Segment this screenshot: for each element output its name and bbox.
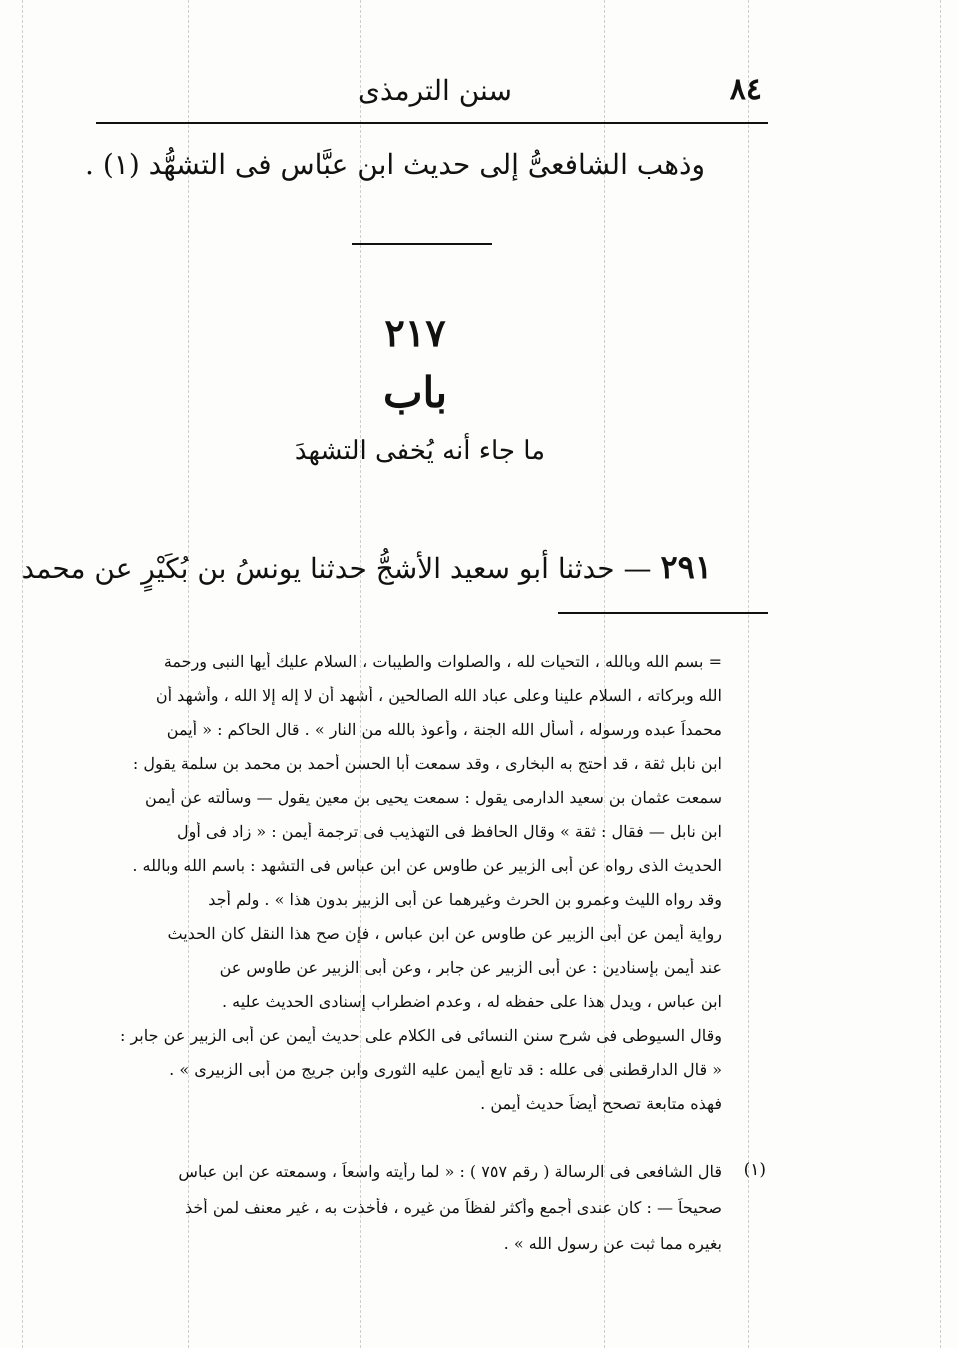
footnote-line: عند أيمن بإسنادين : عن أبى الزبير عن جابر ، وعن أبى الزبير عن طاوس عن [219, 958, 722, 977]
footnote-continued [106, 652, 722, 1152]
footnote-one [106, 1162, 722, 1272]
page-number: ٨٤ [729, 72, 762, 107]
footnote-line: ابن عباس ، ويدل هذا على حفظه له ، وعدم اضطراب إسنادى الحديث عليه . [221, 992, 722, 1011]
hadith-line [21, 548, 712, 586]
footnote-line: محمداً عبده ورسوله ، أسأل الله الجنة ، وأعوذ بالله من النار » . قال الحاكم : « أيمن [166, 720, 722, 739]
footnote-line: رواية أيمن عن أبى الزبير عن طاوس عن ابن عباس ، فإن صح هذا النقل كان الحديث [167, 924, 722, 943]
footnote-rule [558, 612, 768, 614]
footnote-line: صحيحاً — : كان عندى أجمع وأكثر لفظاً من غيره ، فأخذت به ، غير معنف لمن أخذ [185, 1198, 722, 1217]
header-rule [96, 122, 768, 124]
footnote-line: « قال الدارقطنى فى علله : قد تابع أيمن عليه الثورى وابن جريج من أبى الزبيرى » . [169, 1060, 722, 1079]
footnote-line: فهذه متابعة تصحح أيضاً حديث أيمن . [480, 1094, 722, 1113]
scan-grid-line [940, 0, 941, 1348]
footnote-marker: (١) [743, 1160, 766, 1180]
scan-grid-line [748, 0, 749, 1348]
footnote-line: الحديث الذى رواه عن أبى الزبير عن طاوس عن ابن عباس فى التشهد : باسم الله وبالله . [132, 856, 722, 875]
scan-grid-line [22, 0, 23, 1348]
footnote-line: = بسم الله وبالله ، التحيات لله ، والصلوات والطيبات ، السلام عليك أيها النبى ورحمة [163, 652, 722, 671]
running-title: سنن الترمذى [358, 74, 512, 107]
hadith-number: ٢٩١ [660, 548, 712, 586]
chapter-number: ٢١٧ [384, 310, 446, 355]
opening-line: وذهب الشافعىُّ إلى حديث ابن عبَّاس فى التشهُّد (١) . [85, 148, 705, 181]
footnote-line: وقد رواه الليث وعمرو بن الحرث وغيرهما عن أبى الزبير بدون هذا » . ولم أجد [208, 890, 722, 909]
footnote-line: وقال السيوطى فى شرح سنن النسائى فى الكلام على حديث أيمن عن أبى الزبير عن جابر : [120, 1026, 722, 1045]
footnote-line: ابن نابل — فقال : ثقة » وقال الحافظ فى التهذيب فى ترجمة أيمن : « زاد فى أول [177, 822, 722, 841]
chapter-word: باب [382, 368, 448, 417]
footnote-line: الله وبركاته ، السلام علينا وعلى عباد الله الصالحين ، أشهد أن لا إله إلا الله ، وأشهد أن [155, 686, 722, 705]
section-separator [352, 243, 492, 245]
footnote-line: سمعت عثمان بن سعيد الدارمى يقول : سمعت يحيى بن معين يقول — وسألته عن أيمن [145, 788, 722, 807]
footnote-line: بغيره مما ثبت عن رسول الله » . [503, 1234, 722, 1253]
footnote-line: ابن نابل ثقة ، قد احتج به البخارى ، وقد سمعت أبا الحسن أحمد بن محمد بن سلمة يقول : [132, 754, 722, 773]
chapter-title: ما جاء أنه يُخفى التشهدَ [294, 436, 546, 466]
hadith-text: — حدثنا أبو سعيد الأشجُّ حدثنا يونسُ بن بُكَيْرٍ عن محمد [21, 552, 652, 585]
footnote-line: قال الشافعى فى الرسالة ( رقم ٧٥٧ ) : « لما رأيته واسعاً ، وسمعته عن ابن عباس [178, 1162, 722, 1181]
